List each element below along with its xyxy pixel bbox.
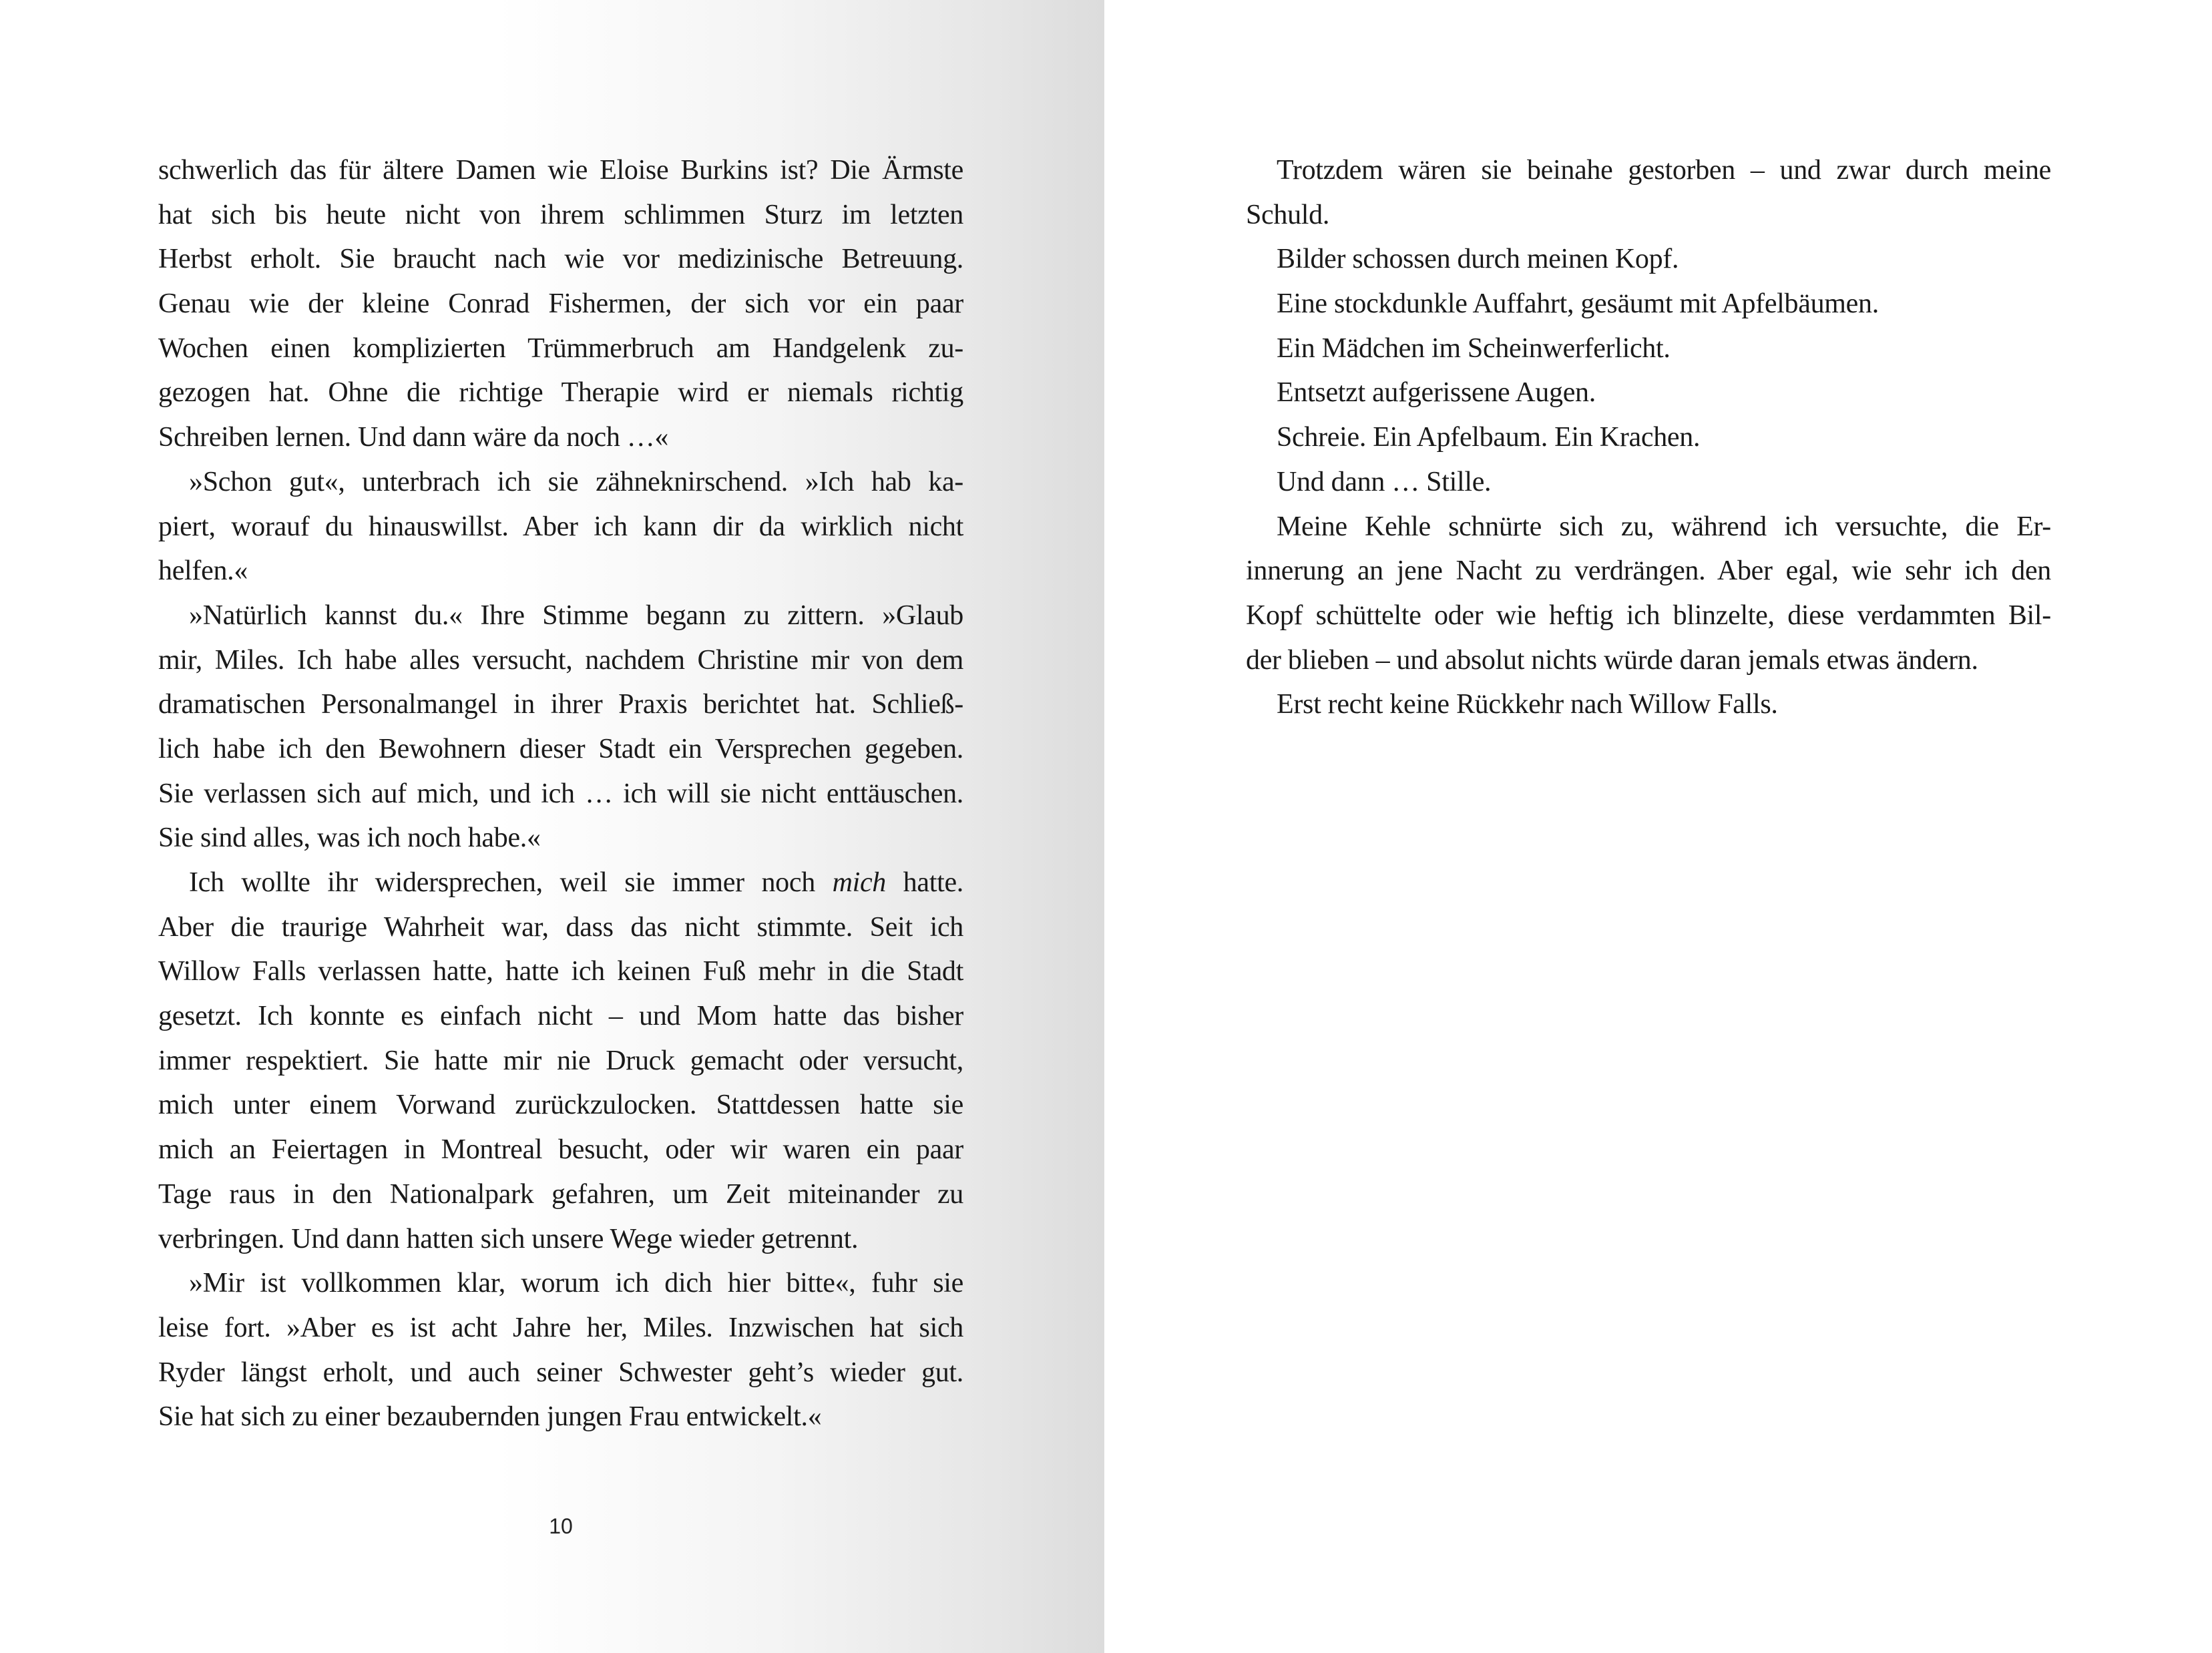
paragraph	[1246, 505, 2051, 683]
text-line: dramatischen Personalmangel in ihrer Praxis berichtet hat. Schließ-	[158, 689, 963, 720]
left-page-text	[158, 148, 963, 1439]
text-line: mich unter einem Vorwand zurückzulocken. Stattdessen hatte sie	[158, 1090, 963, 1121]
paragraph	[158, 148, 963, 460]
text-line: Trotzdem wären sie beinahe gestorben – und zwar durch meine	[1277, 155, 2051, 186]
paragraph	[1246, 415, 2051, 460]
paragraph	[158, 1261, 963, 1439]
text-line: immer respektiert. Sie hatte mir nie Druck gemacht oder versucht,	[158, 1045, 963, 1076]
page-number: 10	[549, 1514, 573, 1538]
text-line: Wochen einen komplizierten Trümmerbruch am Handgelenk zu-	[158, 332, 963, 364]
text-line: Erst recht keine Rückkehr nach Willow Falls.	[1277, 689, 1778, 720]
paragraph	[1246, 282, 2051, 326]
paragraph	[1246, 326, 2051, 371]
paragraph	[1246, 148, 2051, 237]
text-line: innerung an jene Nacht zu verdrängen. Aber egal, wie sehr ich den	[1246, 555, 2051, 587]
text-line: Aber die traurige Wahrheit war, dass das nicht stimmte. Seit ich	[158, 911, 963, 943]
text-line: »Natürlich kannst du.« Ihre Stimme begann zu zittern. »Glaub	[189, 600, 963, 631]
text-segment: Ich wollte ihr widersprechen, weil sie immer noch	[189, 867, 833, 898]
text-line: gesetzt. Ich konnte es einfach nicht – und Mom hatte das bisher	[158, 1001, 963, 1032]
text-line: Und dann … Stille.	[1277, 466, 1492, 497]
text-line: Eine stockdunkle Auffahrt, gesäumt mit Apfelbäumen.	[1277, 288, 1879, 320]
text-line: Ein Mädchen im Scheinwerferlicht.	[1277, 332, 1671, 364]
text-line	[158, 861, 963, 905]
paragraph	[1246, 460, 2051, 505]
paragraph	[1246, 682, 2051, 727]
text-line: helfen.«	[158, 555, 248, 587]
text-line: Meine Kehle schnürte sich zu, während ich versuchte, die Er-	[1277, 511, 2051, 542]
text-line: gezogen hat. Ohne die richtige Therapie wird er niemals richtig	[158, 377, 963, 409]
text-line: verbringen. Und dann hatten sich unsere Wege wieder getrennt.	[158, 1223, 859, 1254]
text-line: Entsetzt aufgerissene Augen.	[1277, 377, 1596, 409]
text-line: Herbst erholt. Sie braucht nach wie vor medizinische Betreuung.	[158, 244, 963, 275]
text-line: Sie verlassen sich auf mich, und ich … ich will sie nicht enttäuschen.	[158, 778, 963, 809]
left-page	[0, 0, 1104, 1653]
text-line: hat sich bis heute nicht von ihrem schlimmen Sturz im letzten	[158, 199, 963, 230]
text-line: Kopf schüttelte oder wie heftig ich blinzelte, diese verdammten Bil-	[1246, 600, 2051, 631]
text-line: Ryder längst erholt, und auch seiner Schwester geht’s wieder gut.	[158, 1357, 963, 1388]
text-line: Sie sind alles, was ich noch habe.«	[158, 822, 541, 854]
text-line: Bilder schossen durch meinen Kopf.	[1277, 244, 1679, 275]
text-line: schwerlich das für ältere Damen wie Eloise Burkins ist? Die Ärmste	[158, 155, 963, 186]
text-line: »Schon gut«, unterbrach ich sie zähneknirschend. »Ich hab ka-	[189, 466, 963, 497]
text-line: leise fort. »Aber es ist acht Jahre her, Miles. Inzwischen hat sich	[158, 1312, 963, 1343]
text-line: »Mir ist vollkommen klar, worum ich dich hier bitte«, fuhr sie	[189, 1268, 963, 1299]
text-line: lich habe ich den Bewohnern dieser Stadt ein Versprechen gegeben.	[158, 733, 963, 764]
paragraph	[158, 594, 963, 861]
text-line: mir, Miles. Ich habe alles versucht, nachdem Christine mir von dem	[158, 644, 963, 676]
italic-text: mich	[832, 867, 887, 898]
paragraph	[1246, 237, 2051, 282]
text-segment: hatte.	[886, 867, 963, 898]
text-line: Sie hat sich zu einer bezaubernden jungen Frau entwickelt.«	[158, 1401, 822, 1433]
text-line: Schreiben lernen. Und dann wäre da noch …«	[158, 422, 669, 453]
text-line: der blieben – und absolut nichts würde daran jemals etwas ändern.	[1246, 644, 1978, 676]
text-line: Tage raus in den Nationalpark gefahren, um Zeit miteinander zu	[158, 1178, 963, 1210]
text-line: Willow Falls verlassen hatte, hatte ich keinen Fuß mehr in die Stadt	[158, 956, 963, 987]
text-line: Genau wie der kleine Conrad Fishermen, der sich vor ein paar	[158, 288, 963, 320]
right-page-text	[1246, 148, 2051, 727]
right-page	[1104, 0, 2212, 1653]
text-line: Schreie. Ein Apfelbaum. Ein Krachen.	[1277, 422, 1701, 453]
text-line: piert, worauf du hinauswillst. Aber ich kann dir da wirklich nicht	[158, 511, 963, 542]
text-line: Schuld.	[1246, 199, 1330, 230]
paragraph	[1246, 371, 2051, 415]
paragraph	[158, 460, 963, 594]
paragraph	[158, 861, 963, 1261]
text-line: mich an Feiertagen in Montreal besucht, oder wir waren ein paar	[158, 1134, 963, 1166]
